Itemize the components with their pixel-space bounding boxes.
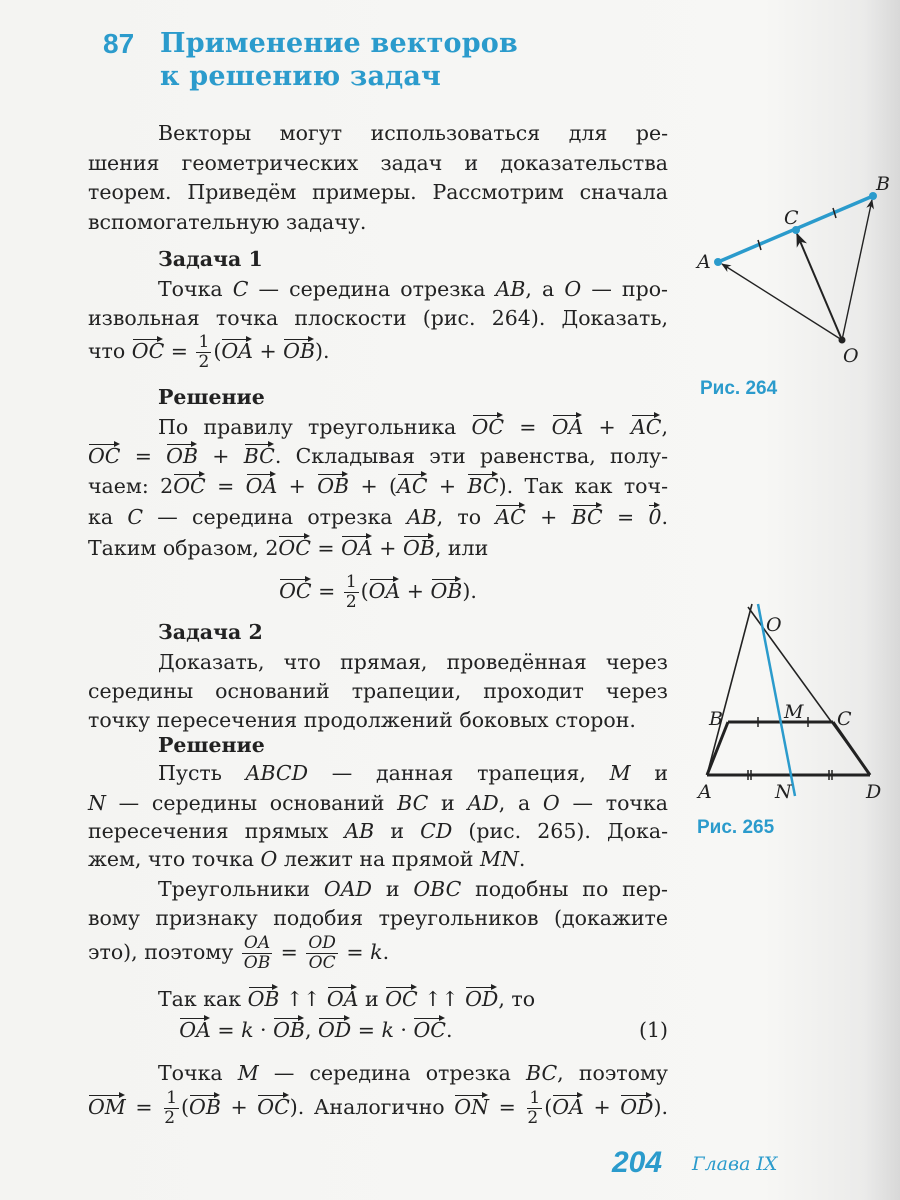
math-variable: OAD (323, 877, 372, 901)
text-span: — середина отрезка (248, 277, 496, 301)
text-span: ). Аналогично (289, 1095, 455, 1119)
text-span: ( (181, 1095, 190, 1119)
vector-symbol: OB (317, 471, 349, 497)
text-span: ). (462, 579, 477, 603)
text-span: + (400, 579, 431, 603)
text-span: = (210, 1018, 242, 1042)
text-span: . Складывая эти равенства, полу- (274, 444, 669, 468)
text-span: , или (434, 536, 489, 560)
math-variable: AD (467, 791, 499, 815)
math-variable: O (542, 791, 560, 815)
text-span: = (205, 474, 246, 498)
text-span: + (372, 536, 403, 560)
text-span: Задача 1 (158, 247, 263, 271)
label-c: C (784, 207, 799, 229)
line-ab (707, 604, 752, 775)
text-span: ↑↑ (417, 987, 466, 1011)
text-span: и (428, 791, 468, 815)
text-span: Решение (158, 385, 265, 409)
label-o: O (843, 345, 859, 367)
text-span: чаем: 2 (88, 474, 174, 498)
text-span: Доказать, что прямая, проведённая через (158, 650, 668, 674)
vector-ob (842, 200, 872, 340)
math-variable: C (232, 277, 249, 301)
fraction-numerator: 1 (529, 1088, 541, 1108)
vector-symbol: OA (179, 1015, 211, 1041)
vector-oa (722, 264, 842, 340)
text-span: , (304, 1018, 318, 1042)
vector-symbol: OB (403, 533, 435, 559)
text-span: подобны по пер- (461, 877, 668, 901)
vector-symbol: OB (273, 1015, 305, 1041)
vector-symbol: OC (132, 336, 165, 362)
fraction-numerator: OA (243, 933, 271, 953)
text-span: . (445, 1018, 453, 1042)
text-span: ( (360, 579, 369, 603)
vector-symbol: OA (327, 984, 359, 1010)
text-span: Точка (158, 1061, 238, 1085)
text-span: , то (436, 505, 496, 529)
vector-symbol: OA (221, 336, 253, 362)
math-variable: MN (479, 847, 519, 871)
text-span: = (120, 444, 167, 468)
text-span: = (274, 940, 305, 964)
text-span: = (339, 940, 371, 964)
vector-symbol: OB (248, 984, 280, 1010)
fraction-numerator: OD (308, 933, 336, 953)
figure-264 (695, 173, 890, 367)
vector-symbol: OA (341, 533, 373, 559)
text-span: ). (315, 339, 330, 363)
text-span: + (427, 474, 468, 498)
text-span: ). (653, 1095, 668, 1119)
vector-symbol: OC (88, 441, 121, 467)
fraction-denominator: OC (308, 953, 336, 973)
text-span: что (88, 339, 132, 363)
fraction-denominator: 2 (527, 1108, 539, 1128)
text-span: Решение (158, 733, 265, 757)
math-variable: C (127, 505, 143, 529)
label-m: M (784, 701, 804, 723)
fraction-numerator: 1 (166, 1088, 178, 1108)
math-variable: AB (495, 277, 526, 301)
text-span: , то (498, 987, 536, 1011)
text-span: ка (88, 505, 128, 529)
vector-symbol: BC (467, 471, 498, 497)
text-span: вому признаку подобия треугольников (докажите (88, 906, 668, 930)
vector-symbol: OB (431, 576, 463, 602)
figure-264-caption: Рис. 264 (700, 378, 778, 399)
text-span: Задача 2 (158, 620, 263, 644)
vector-symbol: OD (620, 1092, 653, 1118)
figure-265-caption: Рис. 265 (697, 817, 775, 838)
text-span: = (351, 1018, 382, 1042)
chapter-label: Глава IX (692, 1153, 778, 1175)
math-variable: k (241, 1018, 254, 1042)
text-span: + (277, 474, 318, 498)
math-variable: k (370, 940, 383, 964)
text-span: . (382, 940, 390, 964)
fraction-denominator: 2 (198, 352, 210, 372)
text-span: , поэтому (557, 1061, 668, 1085)
fraction-numerator: 1 (198, 332, 210, 352)
vector-symbol: OA (246, 471, 278, 497)
math-variable: M (237, 1061, 259, 1085)
text-span: — середина отрезка (143, 505, 407, 529)
text-span: точку пересечения продолжений боковых сторон. (88, 708, 636, 732)
label-b: B (876, 173, 890, 195)
text-span: = (310, 536, 342, 560)
text-span: ). Так как точ- (498, 474, 668, 498)
vector-symbol: OB (189, 1092, 221, 1118)
text-span: — середина отрезка (258, 1061, 527, 1085)
text-span: это), поэтому (88, 940, 240, 964)
text-span: Векторы могут использоваться для ре- (158, 121, 668, 145)
text-span: = (489, 1095, 526, 1119)
text-span: + (525, 505, 572, 529)
label-d: D (866, 781, 882, 803)
vector-symbol: OC (278, 533, 311, 559)
text-span: извольная точка плоскости (рис. 264). Доказать, (88, 306, 668, 330)
vector-symbol: OA (552, 412, 584, 438)
math-variable: M (609, 761, 631, 785)
math-variable: O (260, 847, 278, 871)
section-number: 87 (103, 28, 135, 59)
math-variable: BC (397, 791, 429, 815)
vector-symbol: 0 (648, 502, 661, 528)
text-span: ↑↑ (279, 987, 327, 1011)
page-number: 204 (612, 1146, 663, 1179)
vector-oc (797, 234, 842, 340)
fraction-denominator: 2 (345, 592, 357, 612)
text-span: · (393, 1018, 414, 1042)
text-span: лежит на прямой (277, 847, 480, 871)
text-span: , (661, 415, 668, 439)
math-variable: CD (420, 819, 453, 843)
text-span: = (125, 1095, 163, 1119)
vector-symbol: OC (173, 471, 206, 497)
text-span: . (518, 847, 526, 871)
text-span: , а (498, 791, 543, 815)
text-span: вспомогательную задачу. (88, 210, 367, 234)
vector-symbol: OC (472, 412, 505, 438)
vector-symbol: OC (279, 576, 312, 602)
label-o: O (766, 614, 782, 636)
math-variable: AB (406, 505, 437, 529)
vector-symbol: OB (283, 336, 315, 362)
text-span: = (164, 339, 195, 363)
vector-symbol: OM (88, 1092, 126, 1118)
text-span: + (583, 415, 631, 439)
vector-symbol: OC (385, 984, 418, 1010)
vector-symbol: OC (413, 1015, 446, 1041)
math-variable: AB (344, 819, 375, 843)
label-a: A (697, 251, 711, 273)
text-span: + (252, 339, 284, 363)
text-span: Треугольники (158, 877, 324, 901)
text-span: Пусть (158, 761, 246, 785)
text-span: = (311, 579, 342, 603)
fraction-numerator: 1 (345, 572, 357, 592)
text-span: — про- (581, 277, 668, 301)
text-span: Так как (158, 987, 248, 1011)
label-a: A (698, 781, 712, 803)
text-span: жем, что точка (88, 847, 261, 871)
text-span: ( (213, 339, 222, 363)
text-span: и (630, 761, 668, 785)
text-span: + (198, 444, 244, 468)
vector-symbol: AC (495, 502, 526, 528)
text-span: По правилу треугольника (158, 415, 472, 439)
label-n: N (775, 781, 792, 803)
fraction-denominator: 2 (164, 1108, 176, 1128)
text-span: (рис. 265). Дока- (452, 819, 668, 843)
vector-symbol: OC (257, 1092, 290, 1118)
math-variable: ABCD (245, 761, 309, 785)
text-span: середины оснований трапеции, проходит через (88, 679, 668, 703)
text-span: шения геометрических задач и доказательства (88, 151, 668, 175)
math-variable: O (564, 277, 582, 301)
text-span: — середины оснований (105, 791, 398, 815)
text-span: Точка (158, 277, 233, 301)
text-span: . (661, 505, 669, 529)
text-span: ( (544, 1095, 553, 1119)
text-span: теорем. Приведём примеры. Рассмотрим сначала (88, 180, 668, 204)
text-span: и (374, 819, 421, 843)
vector-symbol: OB (166, 441, 198, 467)
section-title-line2: к решению задач (160, 61, 442, 92)
vector-symbol: OA (552, 1092, 584, 1118)
point-o (839, 337, 846, 344)
vector-symbol: OD (318, 1015, 351, 1041)
vector-symbol: ON (454, 1092, 489, 1118)
math-variable: N (88, 791, 106, 815)
label-b: B (709, 708, 723, 730)
vector-symbol: BC (572, 502, 603, 528)
text-span: + ( (349, 474, 398, 498)
fraction-denominator: OB (243, 953, 271, 973)
text-span: Таким образом, 2 (88, 536, 279, 560)
text-span: и (371, 877, 414, 901)
text-span: пересечения прямых (88, 819, 345, 843)
text-span: = (504, 415, 552, 439)
text-span: + (583, 1095, 621, 1119)
text-span: — данная трапеция, (308, 761, 610, 785)
text-span: , а (525, 277, 565, 301)
section-title-line1: Применение векторов (160, 28, 518, 59)
text-span: и (358, 987, 386, 1011)
figure-265 (696, 604, 881, 803)
vector-symbol: AC (631, 412, 662, 438)
math-variable: k (381, 1018, 394, 1042)
text-span: — точка (559, 791, 668, 815)
vector-symbol: BC (244, 441, 275, 467)
text-span: · (253, 1018, 274, 1042)
text-span: + (220, 1095, 258, 1119)
point-a (714, 258, 722, 266)
math-variable: BC (526, 1061, 558, 1085)
vector-symbol: OA (369, 576, 401, 602)
text-span: = (602, 505, 649, 529)
vector-symbol: OD (465, 984, 498, 1010)
vector-symbol: AC (397, 471, 428, 497)
equation-number: (1) (638, 1018, 668, 1042)
math-variable: OBC (413, 877, 462, 901)
label-c: C (837, 708, 852, 730)
